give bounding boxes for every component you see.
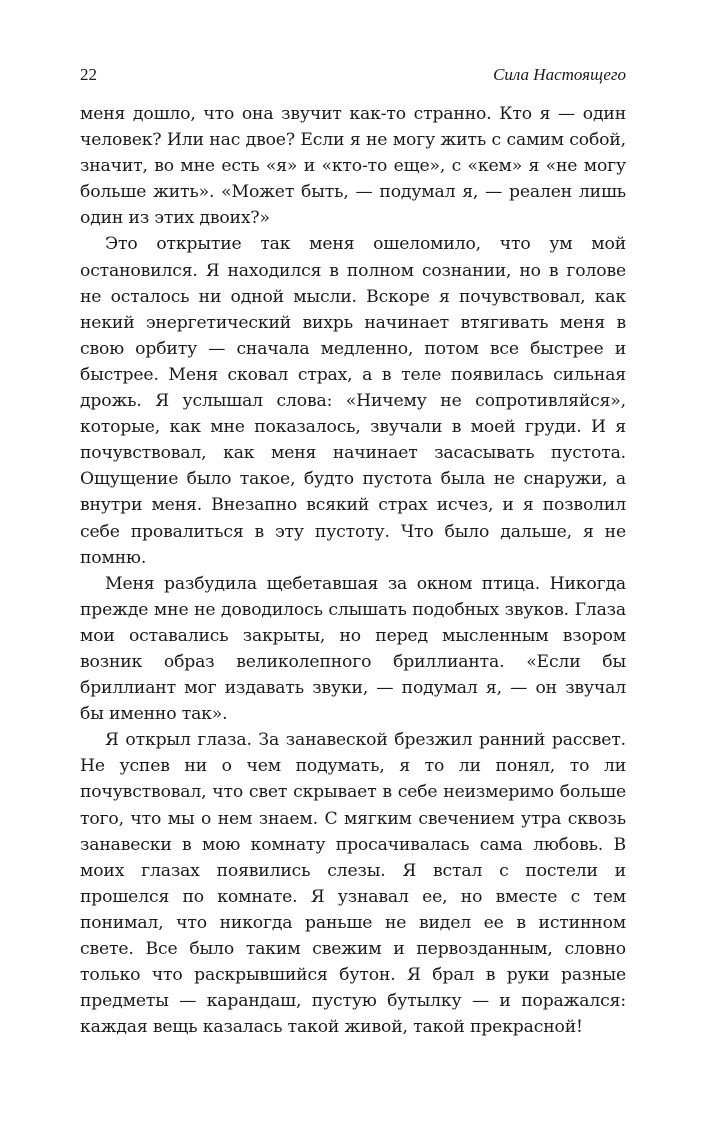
page-number: 22 <box>80 65 97 84</box>
body-text <box>80 101 626 1040</box>
paragraph-dawn: Я открыл глаза. За занавеской брезжил ранний рассвет. Не успев ни о чем подумать, я то ли понял, то ли почувствовал, что свет скрывает в себе неизмеримо больше того, что мы о нем знаем. С мягким свечением утра сквозь занавески в мою комнату просачивалась сама любовь. В моих глазах появились слезы. Я встал с постели и прошелся по комнате. Я узнавал ее, но вместе с тем понимал, что никогда раньше не видел ее в истинном свете. Все было таким свежим и первозданным, словно только что раскрывшийся бутон. Я брал в руки разные предметы — карандаш, пустую бутылку — и поражался: каждая вещь казалась такой живой, такой прекрасной! <box>80 730 626 1038</box>
page-header <box>80 62 626 88</box>
running-title: Сила Настоящего <box>493 65 626 84</box>
paragraph-bird: Меня разбудила щебетавшая за окном птица. Никогда прежде мне не доводилось слышать подобных звуков. Глаза мои оставались закрыты, но перед мысленным взором возник образ великолепного бриллианта. «Если бы бриллиант мог издавать звуки, — подумал я, — он звучал бы именно так». <box>80 573 626 725</box>
paragraph-discovery: Это открытие так меня ошеломило, что ум мой остановился. Я находился в полном сознании, но в голове не осталось ни одной мысли. Вскоре я почувствовал, как некий энергетический вихрь начинает втягивать меня в свою орбиту — сначала медленно, потом все быстрее и быстрее. Меня сковал страх, а в теле появилась сильная дрожь. Я услышал слова: «Ничему не сопротивляйся», которые, как мне показалось, звучали в моей груди. И я почувствовал, как меня начинает засасывать пустота. Ощущение было такое, будто пустота была не снаружи, а внутри меня. Внезапно всякий страх исчез, и я позволил себе провалиться в эту пустоту. Что было дальше, я не помню. <box>80 234 626 568</box>
paragraph-continuation: меня дошло, что она звучит как-то странно. Кто я — один человек? Или нас двое? Если я не могу жить с самим собой, значит, во мне есть «я» и «кто-то еще», с «кем» я «не могу больше жить». «Может быть, — подумал я, — реален лишь один из этих двоих?» <box>80 104 626 229</box>
